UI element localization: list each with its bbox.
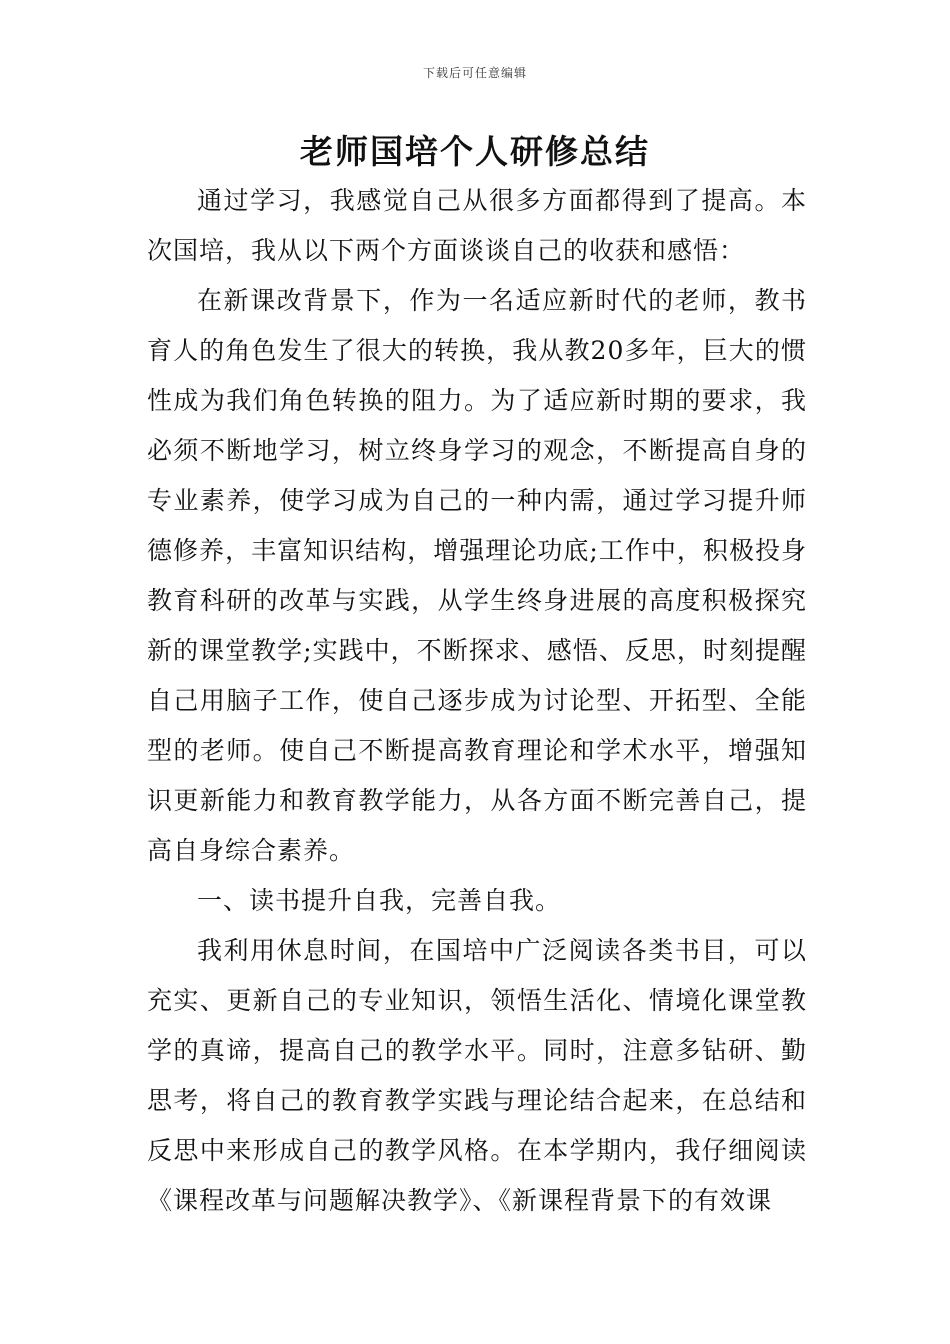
header-note: 下载后可任意编辑 — [422, 66, 527, 80]
page-title: 老师国培个人研修总结 — [300, 132, 650, 171]
section-heading-reading: 一、读书提升自我，完善自我。 — [197, 886, 562, 915]
paragraph-intro: 通过学习，我感觉自己从很多方面都得到了提高。本次国培，我从以下两个方面谈谈自己的收获和感悟： — [147, 186, 807, 265]
document-body — [147, 176, 807, 1226]
paragraph-reading: 我利用休息时间，在国培中广泛阅读各类书目，可以充实、更新自己的专业知识，领悟生活化、情境化课堂教学的真谛，提高自己的教学水平。同时，注意多钻研、勤思考，将自己的教育教学实践与理论结合起来，在总结和反思中来形成自己的教学风格。在本学期内，我仔细阅读《课程改革与问题解决教学》、《新课程背景下的有效课 — [147, 936, 807, 1215]
paragraph-role-change: 在新课改背景下，作为一名适应新时代的老师，教书育人的角色发生了很大的转换，我从教20多年，巨大的惯性成为我们角色转换的阻力。为了适应新时期的要求，我必须不断地学习，树立终身学习的观念，不断提高自身的专业素养，使学习成为自己的一种内需，通过学习提升师德修养，丰富知识结构，增强理论功底;工作中，积极投身教育科研的改革与实践，从学生终身进展的高度积极探究新的课堂教学;实践中，不断探求、感悟、反思，时刻提醒自己用脑子工作，使自己逐步成为讨论型、开拓型、全能型的老师。使自己不断提高教育理论和学术水平，增强知识更新能力和教育教学能力，从各方面不断完善自己，提高自身综合素养。 — [147, 286, 807, 865]
